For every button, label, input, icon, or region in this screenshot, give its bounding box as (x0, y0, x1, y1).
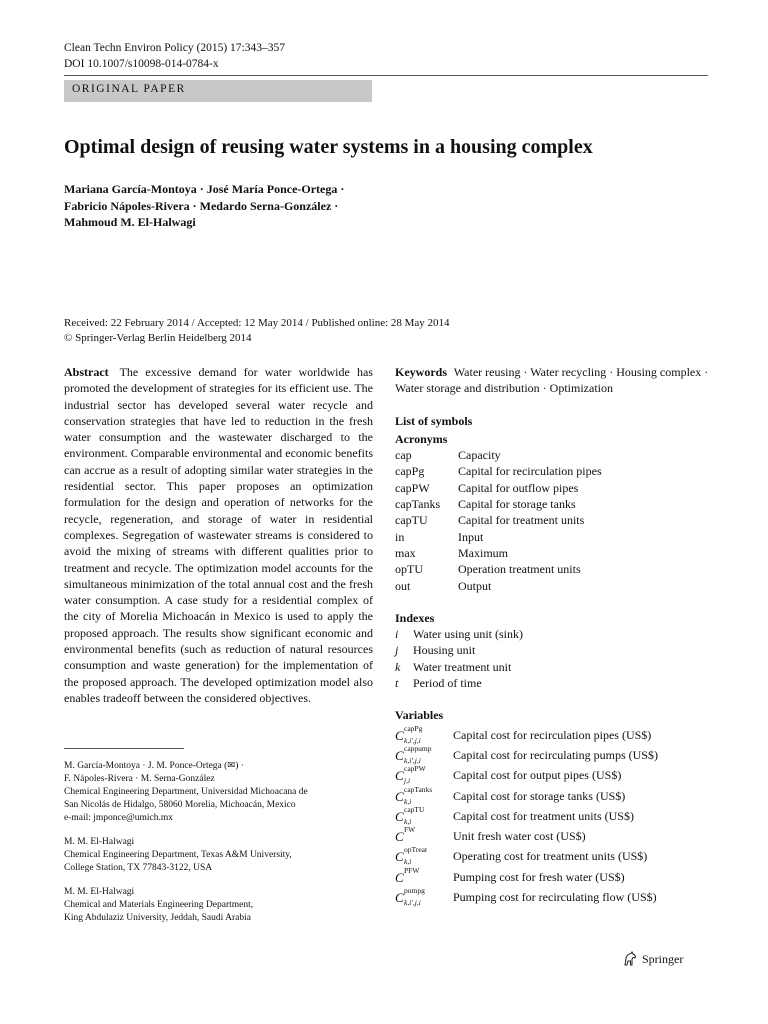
affiliation-line: Chemical Engineering Department, Texas A&M University, (64, 850, 292, 860)
variable-base: C (395, 768, 404, 784)
acronym-key: capTanks (395, 497, 441, 512)
variable-symbol (395, 723, 453, 746)
index-key: k (395, 659, 401, 674)
acronym-key: out (395, 578, 411, 593)
publisher-name: Springer (642, 951, 684, 966)
acronym-row (395, 545, 715, 561)
acronym-key: capPW (395, 480, 430, 495)
history-dates: Received: 22 February 2014 / Accepted: 12 May 2014 / Published online: 28 May 2014 (64, 317, 450, 329)
index-desc: Period of time (413, 676, 482, 691)
index-row (395, 659, 715, 675)
author-list (64, 181, 684, 231)
variable-subscript: k,i (404, 857, 412, 867)
acronym-desc: Capital for treatment units (458, 513, 585, 528)
affiliation-line: F. Nápoles-Rivera · M. Serna-González (64, 774, 215, 784)
variable-row (395, 888, 715, 908)
index-row (395, 626, 715, 642)
acronym-row (395, 512, 715, 528)
variable-subscript: j,i (404, 776, 411, 786)
affiliation-block (64, 886, 373, 925)
journal-header (64, 40, 285, 72)
index-row (395, 675, 715, 691)
variable-row (395, 766, 715, 786)
variable-base: C (395, 890, 404, 906)
variable-row (395, 784, 715, 807)
symbols-heading: List of symbols (395, 413, 473, 428)
indexes-list (395, 626, 715, 691)
affiliations (64, 760, 373, 936)
variable-symbol (395, 766, 453, 786)
variable-desc: Capital cost for treatment units (US$) (453, 808, 634, 823)
variable-symbol (395, 865, 453, 888)
variable-symbol (395, 888, 453, 908)
affiliation-line: College Station, TX 77843-3122, USA (64, 863, 213, 873)
copyright: © Springer-Verlag Berlin Heidelberg 2014 (64, 332, 252, 344)
footnote-rule (64, 748, 184, 749)
acronyms-heading: Acronyms (395, 431, 448, 446)
paper-title: Optimal design of reusing water systems in a housing complex (64, 136, 593, 158)
affiliation-line: Chemical and Materials Engineering Department, (64, 900, 254, 910)
variable-row (395, 865, 715, 888)
publisher-logo (622, 951, 683, 967)
variable-superscript: capTanks (404, 784, 433, 794)
variable-row (395, 804, 715, 827)
variable-symbol (395, 827, 453, 847)
variable-superscript: capTU (404, 804, 425, 814)
affiliation-email[interactable]: e-mail: jmponce@umich.mx (64, 813, 173, 823)
variable-base: C (395, 829, 404, 845)
affiliation-line: San Nicolás de Hidalgo, 58060 Morelia, Michoacán, Mexico (64, 800, 296, 810)
variable-superscript: opTreat (404, 845, 428, 855)
index-key: i (395, 627, 399, 642)
acronym-key: in (395, 529, 405, 544)
acronym-desc: Operation treatment units (458, 562, 581, 577)
variable-subscript: k,i′,j,i (404, 898, 421, 908)
acronym-row (395, 529, 715, 545)
author-line: Mahmoud M. El-Halwagi (64, 215, 196, 229)
variable-desc: Operating cost for treatment units (US$) (453, 849, 648, 864)
variable-symbol (395, 804, 453, 827)
variable-row (395, 743, 715, 766)
variable-desc: Pumping cost for fresh water (US$) (453, 869, 625, 884)
variable-desc: Capital cost for storage tanks (US$) (453, 788, 626, 803)
variable-superscript: pumpg (404, 886, 425, 896)
variable-desc: Capital cost for output pipes (US$) (453, 768, 622, 783)
acronym-row (395, 561, 715, 577)
variable-subscript: k,i′,j,i (404, 755, 421, 765)
variable-base: C (395, 788, 404, 804)
abstract (64, 364, 373, 706)
affiliation-line: M. M. El-Halwagi (64, 887, 135, 897)
doi: DOI 10.1007/s10098-014-0784-x (64, 58, 219, 70)
affiliation-line: Chemical Engineering Department, Universidad Michoacana de (64, 787, 308, 797)
variable-symbol (395, 743, 453, 766)
affiliation-line: M. M. El-Halwagi (64, 837, 135, 847)
index-desc: Water treatment unit (413, 659, 512, 674)
keywords-text: Water reusing · Water recycling · Housing complex · Water storage and distribution · Optimization (395, 365, 709, 396)
acronym-row (395, 578, 715, 594)
variables-list (395, 723, 715, 909)
affiliation-line: M. García-Montoya · J. M. Ponce-Ortega (✉) · (64, 761, 244, 771)
acronym-row (395, 480, 715, 496)
variable-base: C (395, 808, 404, 824)
acronym-row (395, 463, 715, 479)
author-line: Fabricio Nápoles-Rivera · Medardo Serna-González · (64, 198, 339, 213)
acronym-key: capTU (395, 513, 428, 528)
journal-citation: Clean Techn Environ Policy (2015) 17:343–357 (64, 42, 285, 54)
variable-row (395, 847, 715, 867)
affiliation-block (64, 836, 373, 875)
acronym-desc: Capital for recirculation pipes (458, 464, 602, 479)
acronym-row (395, 447, 715, 463)
index-row (395, 642, 715, 658)
variable-row (395, 827, 715, 847)
index-key: t (395, 676, 399, 691)
affiliation-line: King Abdulaziz University, Jeddah, Saudi Arabia (64, 913, 251, 923)
variable-superscript: FW (404, 825, 416, 835)
publication-dates (64, 316, 724, 346)
variable-base: C (395, 869, 404, 885)
variable-superscript: capPg (404, 723, 423, 733)
acronym-desc: Input (458, 529, 484, 544)
variable-subscript: k,i (404, 816, 412, 826)
keywords (395, 364, 715, 397)
index-desc: Housing unit (413, 643, 476, 658)
variables-heading: Variables (395, 708, 444, 723)
variable-superscript: PFW (404, 865, 420, 875)
variable-desc: Unit fresh water cost (US$) (453, 829, 586, 844)
variable-base: C (395, 747, 404, 763)
variable-superscript: cappump (404, 743, 432, 753)
variable-desc: Pumping cost for recirculating flow (US$) (453, 890, 657, 905)
acronym-key: opTU (395, 562, 423, 577)
acronym-desc: Capacity (458, 448, 501, 463)
keywords-label: Keywords (395, 365, 447, 379)
springer-horse-icon (622, 951, 638, 967)
index-key: j (395, 643, 399, 658)
variable-subscript: k,i′,j,i (404, 735, 421, 745)
variable-desc: Capital cost for recirculation pipes (US$) (453, 727, 652, 742)
article-type: ORIGINAL PAPER (72, 83, 186, 95)
acronyms-list (395, 447, 715, 594)
index-desc: Water using unit (sink) (413, 627, 524, 642)
author-line: Mariana García-Montoya · José María Ponce-Ortega · (64, 182, 345, 196)
variable-superscript: capPW (404, 764, 426, 774)
article-type-band (64, 80, 372, 102)
acronym-key: capPg (395, 464, 425, 479)
right-column (395, 364, 715, 908)
variable-symbol (395, 847, 453, 867)
acronym-desc: Capital for outflow pipes (458, 480, 579, 495)
variable-subscript: k,i (404, 796, 412, 806)
abstract-label: Abstract (64, 365, 109, 379)
abstract-text: The excessive demand for water worldwide has promoted the development of strategies for its efficient use. The industrial sector has developed several water recycle and conservation strategies that have led to reduction in the fresh water consumption and the wastewater discharged to the environment. Comparable environmental and economic benefits can accrue as a result of adopting similar water strategies in the residential sector. This paper proposes an optimization formulation for the design and operation of networks for the recycle, regeneration, and storage of water in residential complexes. Segregation of wastewater streams is considered to avoid the mixing of streams with different qualities prior to treatment and recycle. The optimization model accounts for the simultaneous minimization of the total annual cost and the fresh water consumption. A case study for a residential complex of the city of Morelia Michoacán in Mexico is used to apply the proposed approach. The results show significant economic and environmental benefits (such as reduction of natural resources consumption and waste generation) for the implementation of the proposed approach. The developed optimization model also enables tradeoff between the considered objectives. (64, 365, 373, 705)
indexes-heading: Indexes (395, 610, 435, 625)
acronym-key: cap (395, 448, 412, 463)
acronym-desc: Maximum (458, 545, 508, 560)
acronym-desc: Output (458, 578, 492, 593)
variable-base: C (395, 849, 404, 865)
variable-base: C (395, 727, 404, 743)
acronym-key: max (395, 545, 416, 560)
acronym-row (395, 496, 715, 512)
variable-symbol (395, 784, 453, 807)
variable-row (395, 723, 715, 746)
header-rule (64, 75, 708, 76)
affiliation-block (64, 760, 373, 825)
variable-desc: Capital cost for recirculating pumps (US$) (453, 747, 658, 762)
acronym-desc: Capital for storage tanks (458, 497, 576, 512)
